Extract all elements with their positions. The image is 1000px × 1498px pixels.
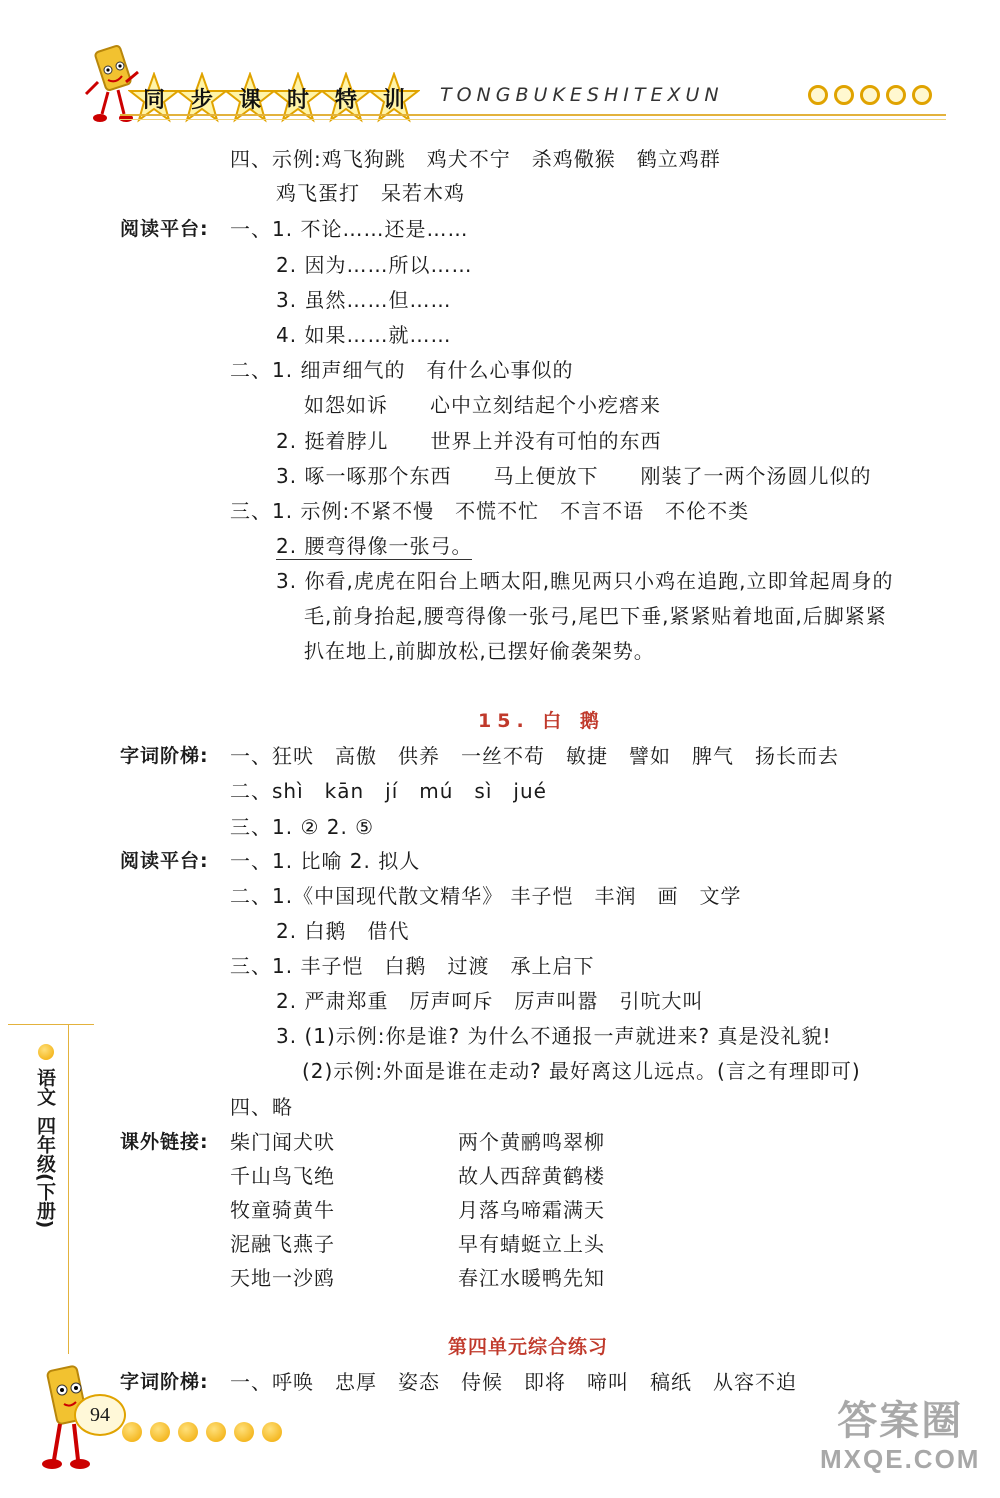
answer-line: 一、狂吠 高傲 供养 一丝不苟 敏捷 譬如 脾气 扬长而去 [230,744,839,768]
answer-line: 四、略 [230,1095,293,1119]
answer-line: 2. 挺着脖儿 世界上并没有可怕的东西 [276,429,662,453]
answer-line: 3. 虽然……但…… [276,288,452,312]
side-tab [34,1044,60,1228]
poem-line: 千山鸟飞绝 [230,1164,335,1188]
poem-line: 春江水暖鸭先知 [458,1266,605,1290]
title-star [320,72,372,124]
answer-line: 2. 因为……所以…… [276,253,473,277]
title-star [272,72,324,124]
unit-title: 第四单元综合练习 [448,1336,609,1358]
answer-line: 一、1. 比喻 2. 拟人 [230,849,421,873]
title-char: 时 [286,87,309,113]
page-number-badge [74,1394,126,1436]
side-rule-vertical [68,1024,69,1354]
section-label: 字词阶梯: [120,745,209,767]
circle-icon [886,85,906,105]
answer-line: 毛,前身抬起,腰弯得像一张弓,尾巴下垂,紧紧贴着地面,后脚紧紧 [304,604,887,628]
circle-icon [234,1422,254,1442]
watermark [820,1398,980,1474]
poem-line: 故人西辞黄鹤楼 [458,1164,605,1188]
answer-line: 四、示例:鸡飞狗跳 鸡犬不宁 杀鸡儆猴 鹤立鸡群 [230,147,721,171]
footer-dots [122,1422,290,1446]
grade-label: 四年级 [34,1116,56,1173]
answer-line: (2)示例:外面是谁在走动? 最好离这儿远点。(言之有理即可) [302,1059,861,1083]
answer-line: 二、shì kān jí mú sì jué [230,779,547,803]
circle-icon [860,85,880,105]
poem-line: 泥融飞燕子 [230,1232,335,1256]
poem-line: 柴门闻犬吠 [230,1130,335,1154]
section-label: 阅读平台: [120,850,209,872]
side-rule [8,1024,94,1025]
header-dots [808,85,938,109]
answer-line: 3. (1)示例:你是谁? 为什么不通报一声就进来? 真是没礼貌! [276,1024,832,1048]
title-star [224,72,276,124]
circle-icon [150,1422,170,1442]
header-rule-thin [120,119,946,120]
title-char: 课 [238,87,261,113]
answer-line: 2. 腰弯得像一张弓。 [276,534,473,558]
header-pinyin: TONGBUKESHITEXUN [440,84,724,106]
volume-label: (下册) [34,1173,56,1229]
circle-icon [808,85,828,105]
answer-line: 三、1. 示例:不紧不慢 不慌不忙 不言不语 不伦不类 [230,499,750,523]
section-label: 课外链接: [120,1131,209,1153]
answer-line: 如怨如诉 心中立刻结起个小疙瘩来 [304,393,661,417]
title-char: 步 [190,87,213,113]
answer-line: 一、呼唤 忠厚 姿态 侍候 即将 啼叫 稿纸 从容不迫 [230,1370,797,1394]
circle-icon [912,85,932,105]
circle-icon [206,1422,226,1442]
title-star [176,72,228,124]
subject-label: 语文 [34,1068,56,1106]
title-char: 特 [334,87,357,113]
poem-line: 天地一沙鸥 [230,1266,335,1290]
section-label: 阅读平台: [120,218,209,240]
answer-line: 2. 严肃郑重 厉声呵斥 厉声叫嚣 引吭大叫 [276,989,704,1013]
answer-line: 3. 啄一啄那个东西 马上便放下 刚装了一两个汤圆儿似的 [276,464,872,488]
answer-line: 二、1. 细声细气的 有什么心事似的 [230,358,574,382]
section-label: 字词阶梯: [120,1371,209,1393]
lesson-title: 15. 白 鹅 [478,710,605,732]
answer-line: 三、1. ② 2. ⑤ [230,815,375,839]
circle-icon [38,1044,54,1060]
page-number: 94 [90,1403,110,1426]
poem-line: 牧童骑黄牛 [230,1198,335,1222]
title-star [368,72,420,124]
poem-line: 月落乌啼霜满天 [458,1198,605,1222]
circle-icon [834,85,854,105]
answer-line: 一、1. 不论……还是…… [230,217,469,241]
answer-line: 2. 白鹅 借代 [276,919,410,943]
answer-line: 3. 你看,虎虎在阳台上晒太阳,瞧见两只小鸡在追跑,立即耸起周身的 [276,569,894,593]
watermark-url: MXQE.COM [820,1444,981,1474]
watermark-logo: 答案圈 [837,1398,964,1444]
title-char: 同 [142,87,165,113]
poem-line: 两个黄鹂鸣翠柳 [458,1130,605,1154]
answer-line: 4. 如果……就…… [276,323,452,347]
title-star [128,72,180,124]
answer-line: 扒在地上,前脚放松,已摆好偷袭架势。 [304,639,655,663]
poem-line: 早有蜻蜓立上头 [458,1232,605,1256]
answer-line: 鸡飞蛋打 呆若木鸡 [276,181,465,205]
circle-icon [262,1422,282,1442]
answer-line: 三、1. 丰子恺 白鹅 过渡 承上启下 [230,954,595,978]
title-char: 训 [382,87,405,113]
circle-icon [178,1422,198,1442]
circle-icon [122,1422,142,1442]
answer-line: 二、1.《中国现代散文精华》 丰子恺 丰润 画 文学 [230,884,742,908]
header-rule [120,114,946,116]
